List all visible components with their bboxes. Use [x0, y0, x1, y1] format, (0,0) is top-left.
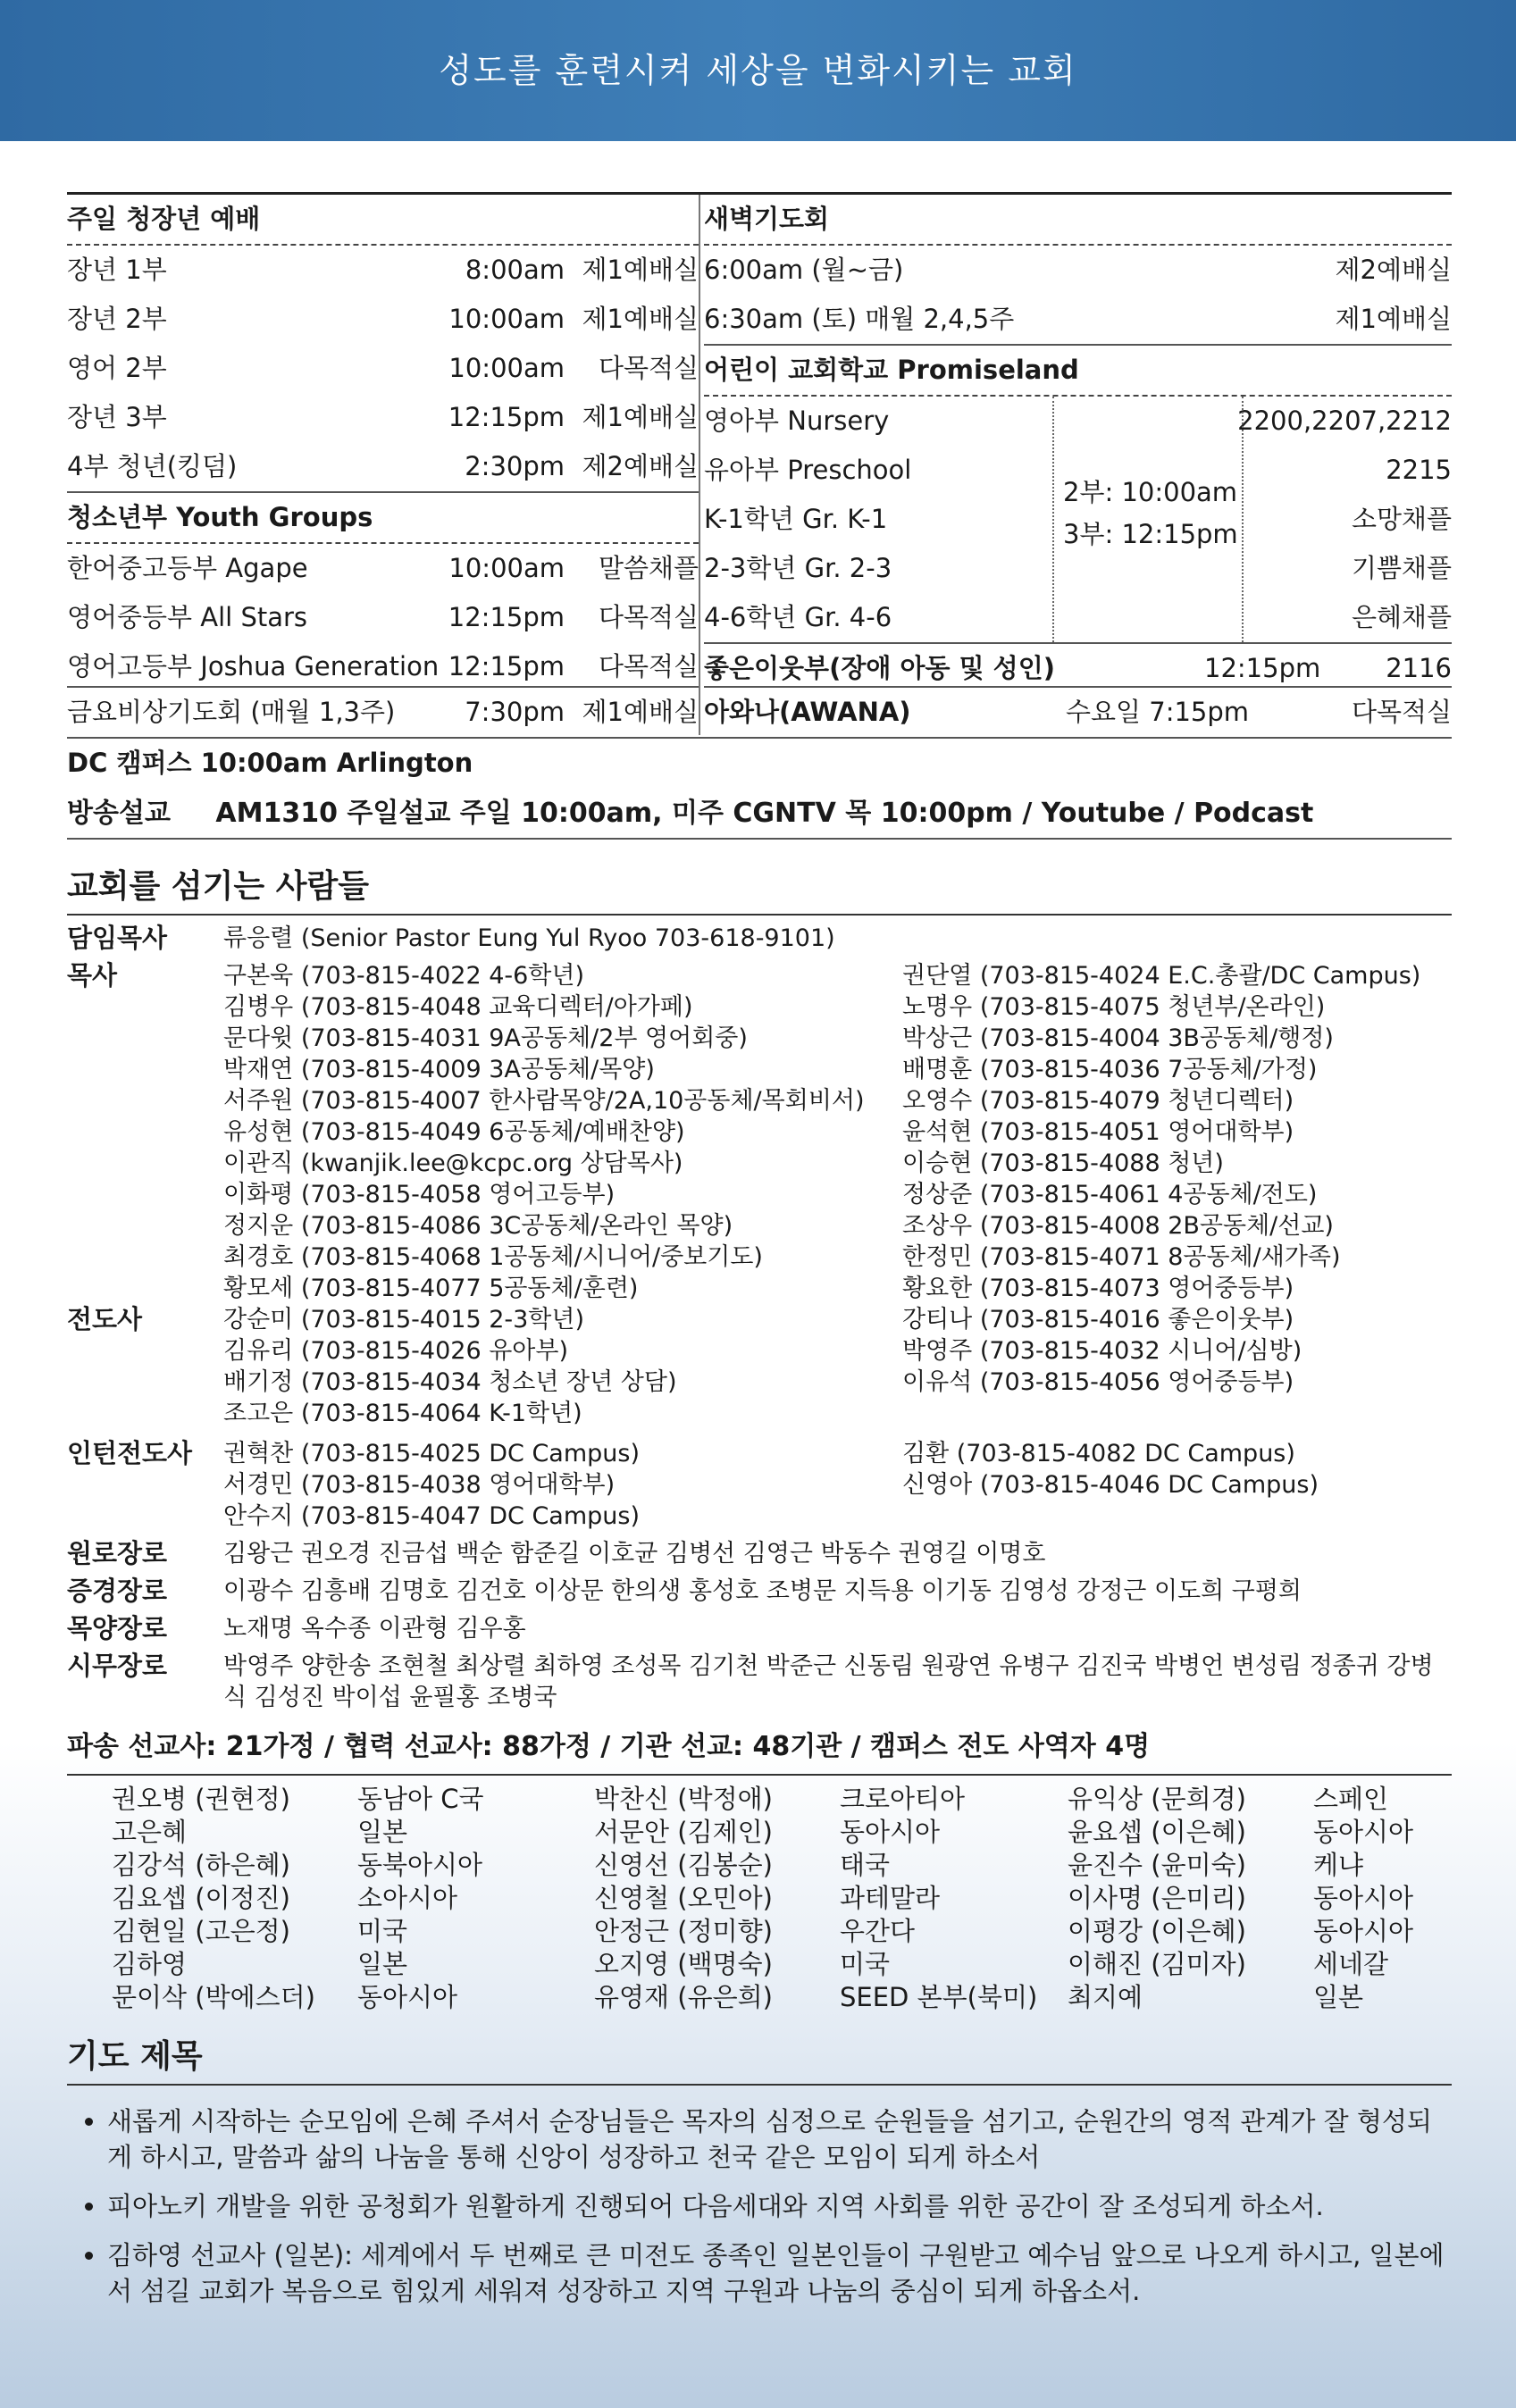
staff-entry: 강티나 (703-815-4016 좋은이웃부)	[902, 1306, 1294, 1334]
missionary-region: 크로아티아	[840, 1784, 966, 1814]
staff-entry: 윤석현 (703-815-4051 영어대학부)	[902, 1118, 1294, 1146]
evangelists-left	[223, 1304, 677, 1429]
dawn-row	[704, 244, 1452, 295]
regions-col	[840, 1783, 1037, 2014]
service-name: 4부 청년(킹덤)	[67, 451, 238, 481]
class-name: 영아부 Nursery	[704, 406, 890, 436]
service-name: 장년 3부	[67, 402, 167, 432]
service-room: 제1예배실	[582, 402, 699, 432]
staff-entry: 조상우 (703-815-4008 2B공동체/선교)	[902, 1212, 1334, 1240]
pastors-block	[67, 960, 1452, 1304]
service-name: 한어중고등부 Agape	[67, 553, 308, 583]
service-room: 다목적실	[598, 651, 699, 681]
service-room: 제2예배실	[1335, 255, 1452, 285]
staff-entry: 구본욱 (703-815-4022 4-6학년)	[223, 962, 585, 990]
missionary-name: 권오병 (권현정)	[112, 1784, 290, 1814]
missionary-region: 스페인	[1313, 1784, 1389, 1814]
page-header	[0, 0, 1516, 141]
staff-entry: 권단열 (703-815-4024 E.C.총괄/DC Campus)	[902, 962, 1421, 990]
regions-col	[357, 1783, 484, 2014]
interns-right	[902, 1438, 1319, 1501]
staff-entry: 문다윗 (703-815-4031 9A공동체/2부 영어회중)	[223, 1024, 748, 1052]
staff-entry: 정상준 (703-815-4061 4공동체/전도)	[902, 1181, 1318, 1208]
column-divider	[699, 195, 700, 735]
right-column	[704, 195, 1452, 693]
service-time: 12:15pm	[448, 602, 565, 632]
class-room: 소망채플	[1351, 504, 1452, 534]
class-name: 유아부 Preschool	[704, 455, 912, 485]
staff-entry: 황모세 (703-815-4077 5공동체/훈련)	[223, 1275, 639, 1302]
children-school-group	[704, 395, 1452, 642]
missionary-name: 박찬신 (박정애)	[594, 1784, 773, 1814]
school-time: 2부: 10:00am	[1063, 477, 1238, 507]
awana-row	[704, 688, 1452, 737]
missionary-name: 최지예	[1068, 1982, 1143, 2012]
youth-row	[67, 642, 699, 691]
prayer-list	[67, 2103, 1452, 2309]
role-label: 전도사	[67, 1304, 143, 1334]
service-time: 12:15pm	[448, 402, 565, 432]
staff-entry: 이승현 (703-815-4088 청년)	[902, 1150, 1224, 1177]
missionary-name: 고은혜	[112, 1817, 188, 1847]
missionary-region: 동북아시아	[357, 1850, 483, 1880]
service-room: 다목적실	[598, 353, 699, 383]
missionary-name: 유익상 (문희경)	[1068, 1784, 1246, 1814]
missionary-name: 신영선 (김봉순)	[594, 1850, 773, 1880]
missionary-region: 소아시아	[357, 1883, 458, 1913]
class-room: 기쁨채플	[1351, 553, 1452, 583]
service-name: 6:00am (월~금)	[704, 255, 904, 285]
youth-row	[67, 542, 699, 593]
service-schedule	[67, 192, 1452, 838]
bulletin-content	[67, 192, 1452, 2322]
staff-entry: 오영수 (703-815-4079 청년디렉터)	[902, 1087, 1294, 1115]
service-time: 2:30pm	[465, 451, 565, 481]
service-name: 아와나(AWANA)	[704, 697, 911, 727]
interns-block	[67, 1438, 1452, 1538]
broadcast-text: AM1310 주일설교 주일 10:00am, 미주 CGNTV 목 10:00pm / Youtube / Podcast	[215, 798, 1314, 829]
service-room: 다목적실	[1351, 697, 1452, 727]
staff-entry: 최경호 (703-815-4068 1공동체/시니어/중보기도)	[223, 1243, 763, 1271]
service-name: 금요비상기도회 (매월 1,3주)	[67, 697, 396, 727]
elder-row: 목양장로 노재명 옥수종 이관형 김우홍	[67, 1613, 526, 1643]
service-time: 10:00am	[448, 304, 565, 334]
youth-heading: 청소년부 Youth Groups	[67, 491, 699, 542]
missionary-region: 일본	[357, 1817, 408, 1847]
dc-campus: DC 캠퍼스 10:00am Arlington	[67, 748, 473, 778]
staff-entry: 박영주 (703-815-4032 시니어/심방)	[902, 1337, 1302, 1365]
elder-row: 증경장로 이광수 김흥배 김명호 김건호 이상문 한의생 홍성호 조병문 지득용 이기동 김영성 강정근 이도희 구평희	[67, 1576, 1302, 1606]
missionary-name: 오지영 (백명숙)	[594, 1949, 773, 1979]
missionaries-col	[594, 1783, 773, 2014]
dawn-prayer-heading: 새벽기도회	[704, 204, 830, 234]
staff-entry: 배명훈 (703-815-4036 7공동체/가정)	[902, 1056, 1318, 1083]
staff-entry: 이관직 (kwanjik.lee@kcpc.org 상담목사)	[223, 1150, 683, 1177]
elder-row: 원로장로 김왕근 권오경 진금섭 백순 함준길 이호균 김병선 김영근 박동수 권영길 이명호	[67, 1538, 1046, 1568]
staff-entry: 강순미 (703-815-4015 2-3학년)	[223, 1306, 585, 1334]
prayer-item: • 피아노키 개발을 위한 공청회가 원활하게 진행되어 다음세대와 지역 사회를 위한 공간이 잘 조성되게 하소서.	[107, 2188, 1452, 2224]
missionary-name: 김강석 (하은혜)	[112, 1850, 290, 1880]
evangelists-block	[67, 1304, 1452, 1438]
class-room: 2215	[1386, 455, 1452, 485]
missionary-region: 일본	[1313, 1982, 1364, 2012]
interns-left	[223, 1438, 640, 1532]
role-label: 담임목사	[67, 923, 168, 953]
dawn-row	[704, 295, 1452, 344]
broadcast-row	[67, 789, 1452, 840]
missionary-name: 김현일 (고은정)	[112, 1916, 290, 1946]
role-label: 목사	[67, 960, 118, 991]
missionary-region: 태국	[840, 1850, 891, 1880]
service-room: 제1예배실	[582, 304, 699, 334]
service-row	[67, 295, 699, 344]
missionary-name: 윤진수 (윤미숙)	[1068, 1850, 1246, 1880]
sunday-service-heading: 주일 청장년 예배	[67, 204, 261, 234]
prayer-item: • 새롭게 시작하는 순모임에 은혜 주셔서 순장님들은 목자의 심정으로 순원들을 섬기고, 순원간의 영적 관계가 잘 형성되게 하시고, 말씀과 삶의 나눔을 통해 신앙이 성장하고 천국 같은 모임이 되게 하소서	[107, 2103, 1452, 2175]
missionary-region: 우간다	[840, 1916, 916, 1946]
service-room: 제1예배실	[582, 255, 699, 285]
missionary-region: 동남아 C국	[357, 1784, 484, 1814]
missionary-name: 김하영	[112, 1949, 188, 1979]
class-name: 2-3학년 Gr. 2-3	[704, 553, 892, 583]
missionary-region: 동아시아	[1313, 1916, 1414, 1946]
service-room: 말씀채플	[598, 553, 699, 583]
staff-entry: 유성현 (703-815-4049 6공동체/예배찬양)	[223, 1118, 685, 1146]
missionary-region: 동아시아	[357, 1982, 458, 2012]
service-row	[67, 344, 699, 393]
service-room: 2116	[1386, 653, 1452, 683]
missionary-region: SEED 본부(북미)	[840, 1982, 1038, 2012]
service-room: 제1예배실	[1335, 304, 1452, 334]
missionary-region: 미국	[840, 1949, 891, 1979]
role-label: 인턴전도사	[67, 1438, 193, 1468]
staff-entry: 김병우 (703-815-4048 교육디렉터/아가페)	[223, 993, 693, 1021]
missionaries-col	[1068, 1783, 1246, 2014]
elder-row: 시무장로 박영주 양한송 조현철 최상렬 최하영 조성목 김기천 박준근 신동림 원광연 유병구 김진국 박병언 변성림 정종귀 강병식 김성진 박이섭 윤필홍 조병국	[67, 1651, 1434, 1711]
staff-entry: 서경민 (703-815-4038 영어대학부)	[223, 1471, 616, 1499]
missionary-name: 서문안 (김제인)	[594, 1817, 773, 1847]
staff-entry: 박상근 (703-815-4004 3B공동체/행정)	[902, 1024, 1334, 1052]
missionary-name: 윤요셉 (이은혜)	[1068, 1817, 1246, 1847]
missionary-name: 이사명 (은미리)	[1068, 1883, 1246, 1913]
broadcast-label: 방송설교	[67, 798, 171, 829]
service-time: 7:30pm	[465, 697, 565, 727]
pastors-left	[223, 960, 865, 1304]
staff-entry: 김유리 (703-815-4026 유아부)	[223, 1337, 568, 1365]
missionary-name: 이해진 (김미자)	[1068, 1949, 1246, 1979]
missionary-region: 케냐	[1313, 1850, 1364, 1880]
class-room: 은혜채플	[1351, 602, 1452, 632]
staff-entry: 조고은 (703-815-4064 K-1학년)	[223, 1400, 582, 1427]
senior-pastor-row	[67, 923, 1452, 960]
service-time: 10:00am	[448, 353, 565, 383]
staff-entry: 박재연 (703-815-4009 3A공동체/목양)	[223, 1056, 655, 1083]
school-time: 3부: 12:15pm	[1063, 519, 1238, 549]
staff-title: 교회를 섬기는 사람들	[67, 860, 1452, 916]
service-room: 제1예배실	[582, 697, 699, 727]
service-name: 영어고등부 Joshua Generation	[67, 651, 440, 681]
service-room: 제2예배실	[582, 451, 699, 481]
children-school-heading: 어린이 교회학교 Promiseland	[704, 344, 1452, 395]
service-name: 장년 2부	[67, 304, 167, 334]
missionaries-col	[112, 1783, 315, 2014]
missionary-region: 과테말라	[840, 1883, 941, 1913]
missionary-name: 문이삭 (박에스더)	[112, 1982, 315, 2012]
service-name: 좋은이웃부(장애 아동 및 성인)	[704, 653, 1055, 683]
service-time: 10:00am	[448, 553, 565, 583]
missionary-region: 동아시아	[1313, 1883, 1414, 1913]
left-column	[67, 195, 699, 691]
pastors-right	[902, 960, 1420, 1304]
staff-entry: 이화평 (703-815-4058 영어고등부)	[223, 1181, 616, 1208]
service-row	[67, 393, 699, 442]
missionary-name: 안정근 (정미향)	[594, 1916, 773, 1946]
staff-list	[67, 923, 1452, 1720]
senior-pastor: 류응렬 (Senior Pastor Eung Yul Ryoo 703-618-9101)	[223, 924, 835, 952]
service-row	[67, 442, 699, 491]
prayer-title: 기도 제목	[67, 2030, 1452, 2086]
staff-entry: 권혁찬 (703-815-4025 DC Campus)	[223, 1440, 640, 1467]
service-name: 장년 1부	[67, 255, 167, 285]
service-time: 12:15pm	[1204, 653, 1321, 683]
service-row	[67, 244, 699, 295]
evangelists-right	[902, 1304, 1302, 1398]
missionary-region: 일본	[357, 1949, 408, 1979]
missionary-name: 유영재 (유은희)	[594, 1982, 773, 2012]
staff-entry: 정지운 (703-815-4086 3C공동체/온라인 목양)	[223, 1212, 733, 1240]
missionary-region: 미국	[357, 1916, 408, 1946]
prayer-item: • 김하영 선교사 (일본): 세계에서 두 번째로 큰 미전도 종족인 일본인들이 구원받고 예수님 앞으로 나오게 하시고, 일본에서 섬길 교회가 복음으로 힘있게 세워져 성장하고 지역 구원과 나눔의 중심이 되게 하옵소서.	[107, 2237, 1452, 2309]
staff-entry: 이유석 (703-815-4056 영어중등부)	[902, 1368, 1294, 1396]
staff-entry: 서주원 (703-815-4007 한사람목양/2A,10공동체/목회비서)	[223, 1087, 865, 1115]
class-room: 2200,2207,2212	[1237, 406, 1452, 436]
staff-entry: 김환 (703-815-4082 DC Campus)	[902, 1440, 1295, 1467]
missionary-name: 신영철 (오민아)	[594, 1883, 773, 1913]
prayer-section	[67, 2030, 1452, 2309]
missions-summary: 파송 선교사: 21가정 / 협력 선교사: 88가정 / 기관 선교: 48기관 / 캠퍼스 전도 사역자 4명	[67, 1720, 1452, 1776]
staff-entry: 신영아 (703-815-4046 DC Campus)	[902, 1471, 1319, 1499]
staff-entry: 노명우 (703-815-4075 청년부/온라인)	[902, 993, 1326, 1021]
service-time: 12:15pm	[448, 651, 565, 681]
class-name: 4-6학년 Gr. 4-6	[704, 602, 892, 632]
regions-col	[1313, 1783, 1413, 2014]
service-name: 영어 2부	[67, 353, 167, 383]
staff-entry: 배기정 (703-815-4034 청소년 장년 상담)	[223, 1368, 677, 1396]
youth-row	[67, 593, 699, 642]
school-times	[1052, 397, 1244, 642]
staff-entry: 한정민 (703-815-4071 8공동체/새가족)	[902, 1243, 1341, 1271]
service-time: 8:00am	[465, 255, 565, 285]
missionary-name: 김요셉 (이정진)	[112, 1883, 290, 1913]
missionary-region: 동아시아	[1313, 1817, 1414, 1847]
staff-entry: 안수지 (703-815-4047 DC Campus)	[223, 1502, 640, 1530]
service-time: 수요일 7:15pm	[1066, 697, 1250, 727]
service-name: 6:30am (토) 매월 2,4,5주	[704, 304, 1015, 334]
service-room: 다목적실	[598, 602, 699, 632]
missionary-region: 동아시아	[840, 1817, 941, 1847]
missionaries-table	[67, 1776, 1452, 2012]
missionary-region: 세네갈	[1313, 1949, 1389, 1979]
friday-prayer-row	[67, 688, 699, 737]
church-motto: 성도를 훈련시켜 세상을 변화시키는 교회	[439, 51, 1077, 90]
class-name: K-1학년 Gr. K-1	[704, 504, 888, 534]
staff-entry: 황요한 (703-815-4073 영어중등부)	[902, 1275, 1294, 1302]
service-name: 영어중등부 All Stars	[67, 602, 308, 632]
missionary-name: 이평강 (이은혜)	[1068, 1916, 1246, 1946]
